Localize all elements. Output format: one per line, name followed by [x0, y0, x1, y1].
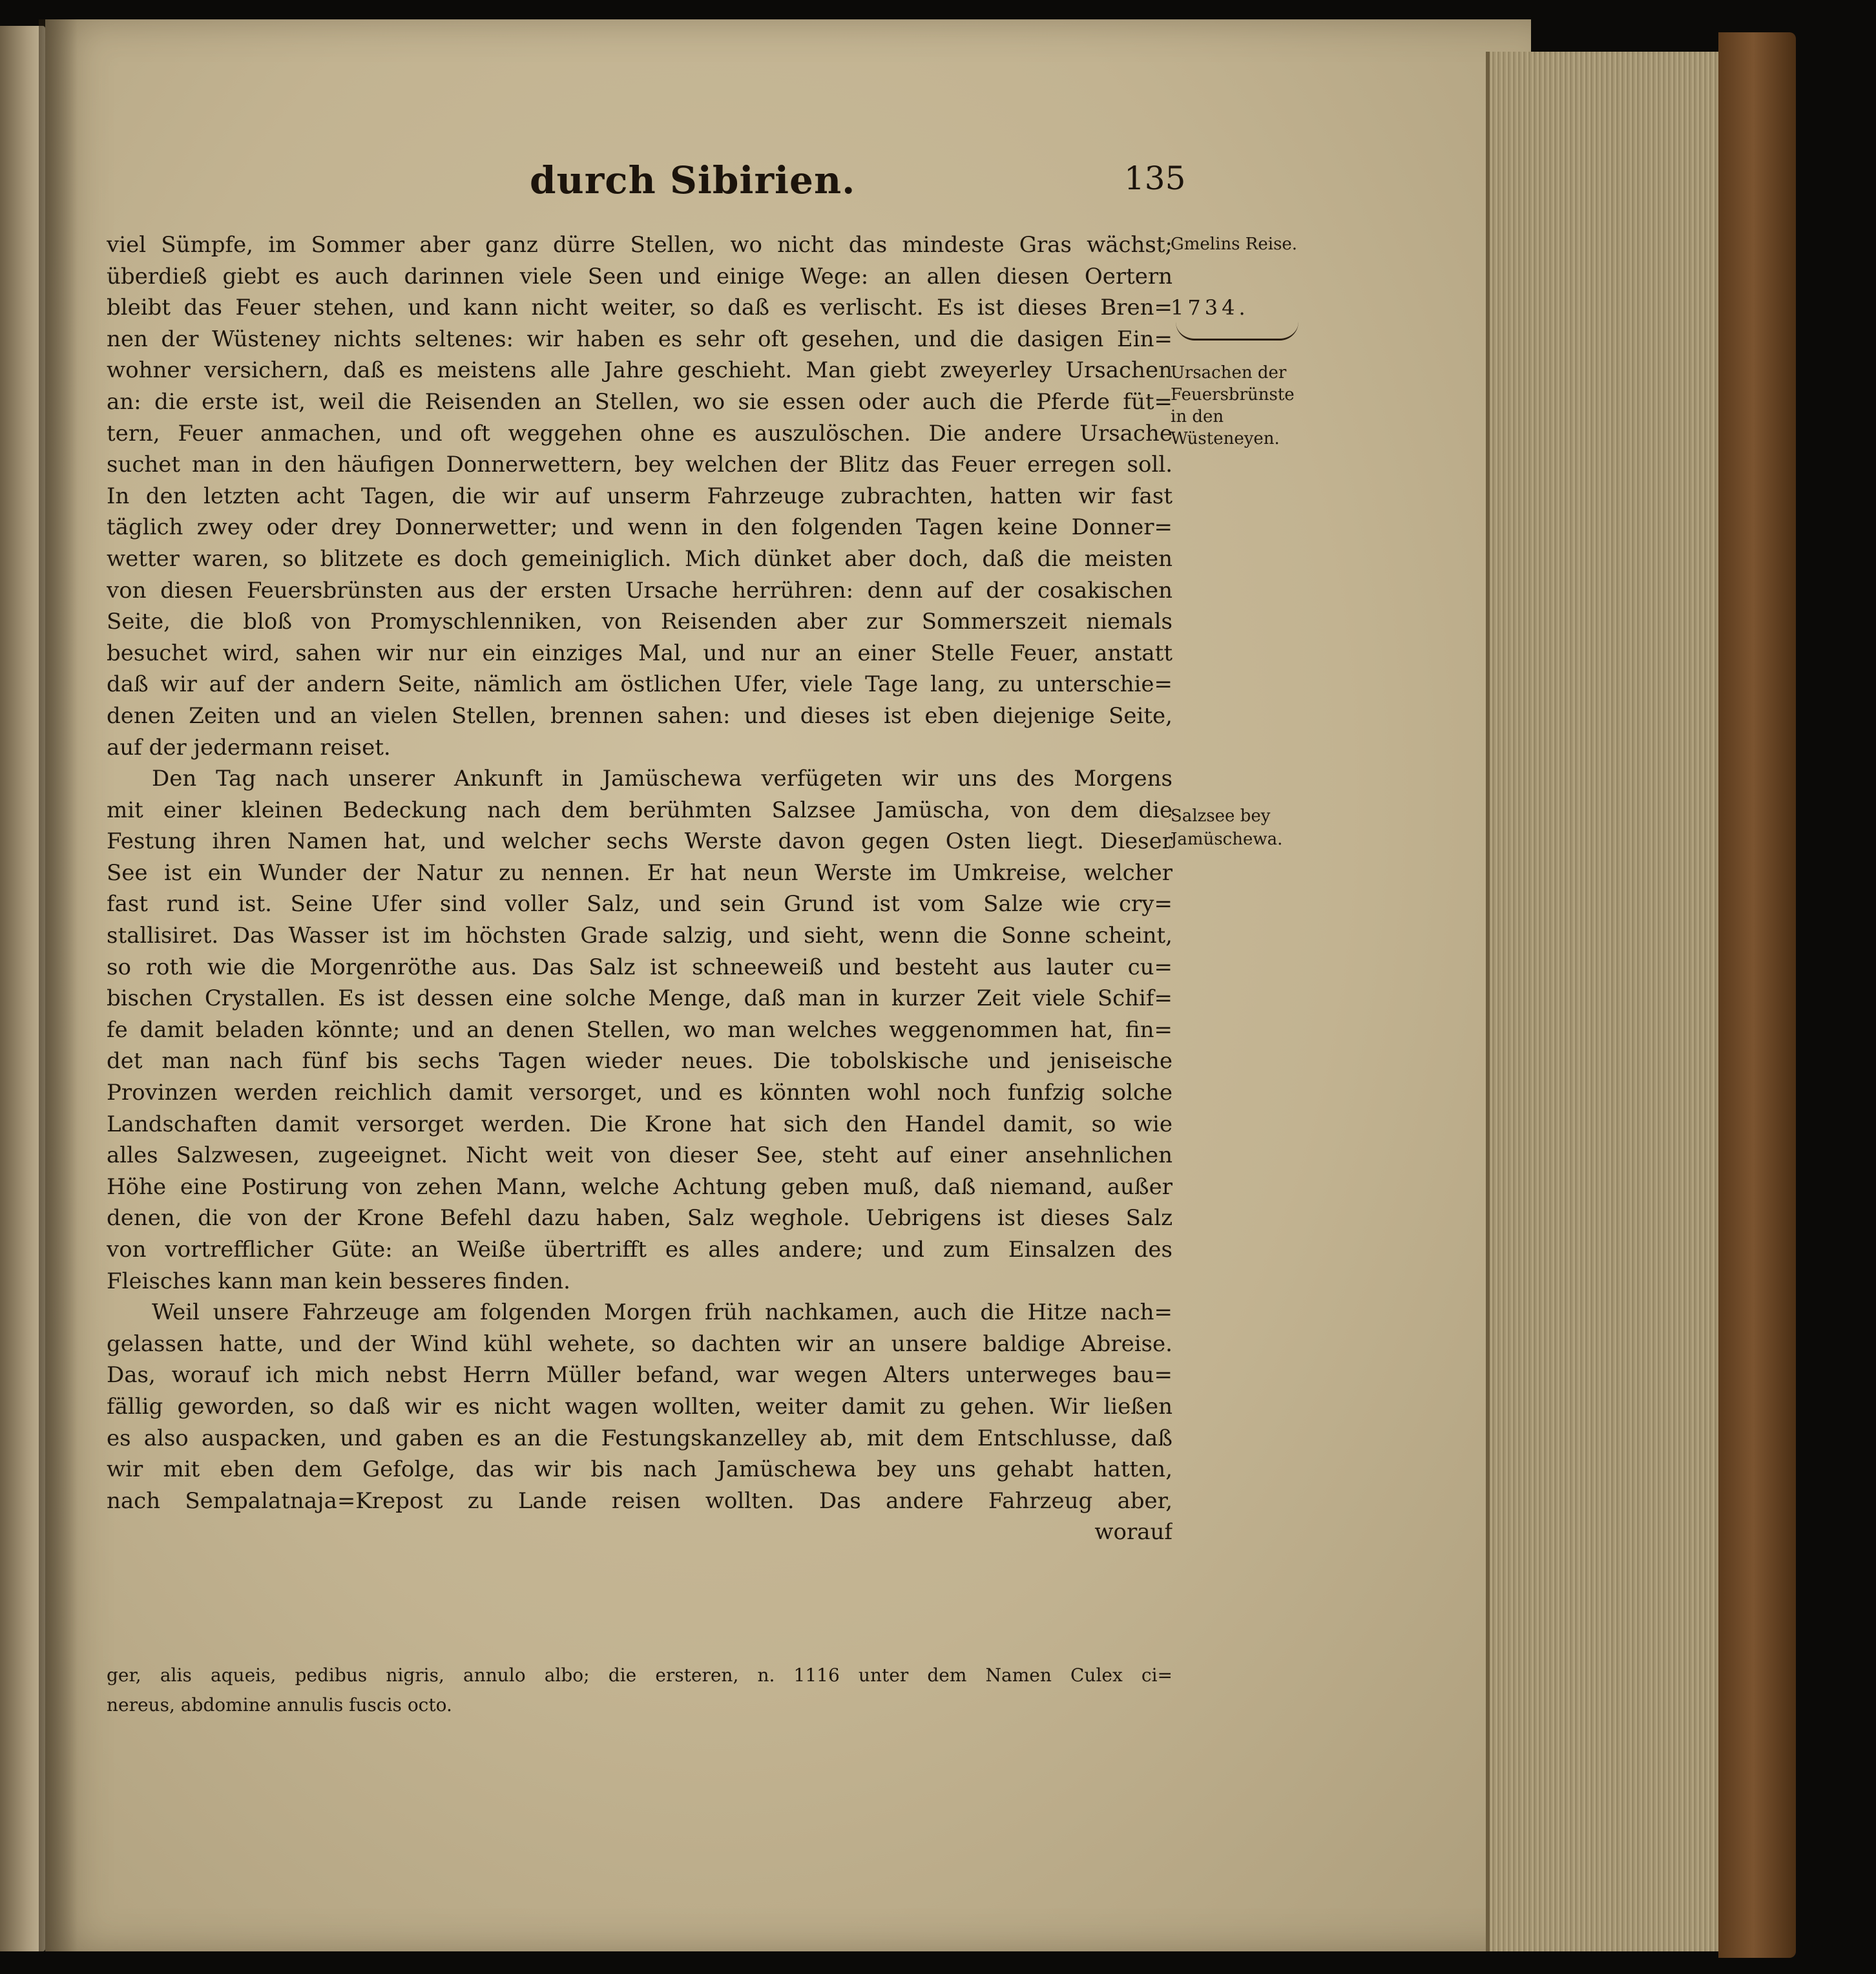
text-line: es also auspacken, und gaben es an die Festungskanzelley ab, mit dem Entschlusse, daß: [107, 1425, 1172, 1451]
text-line: viel Sümpfe, im Sommer aber ganz dürre Stellen, wo nicht das mindeste Gras wächst;: [107, 232, 1172, 258]
text-line: nen der Wüsteney nichts seltenes: wir haben es sehr oft gesehen, und die dasigen Ein=: [107, 326, 1172, 352]
text-line: täglich zwey oder drey Donnerwetter; und wenn in den folgenden Tagen keine Donner=: [107, 514, 1172, 541]
gutter-shadow: [39, 19, 78, 1951]
text-line: fällig geworden, so daß wir es nicht wagen wollten, weiter damit zu gehen. Wir ließen: [107, 1393, 1172, 1420]
catchword: worauf: [1094, 1519, 1172, 1546]
margin-brace: [1176, 322, 1298, 341]
footnote: [107, 1661, 1172, 1720]
book-cover-edge: [1718, 32, 1796, 1958]
text-line: auf der jedermann reiset.: [107, 734, 391, 761]
text-line: denen Zeiten und an vielen Stellen, brennen sahen: und dieses ist eben diejenige Seite,: [107, 702, 1172, 729]
text-line: von diesen Feuersbrünsten aus der ersten Ursache herrühren: denn auf der cosakischen: [107, 577, 1172, 604]
footnote-line: ger, alis aqueis, pedibus nigris, annulo albo; die ersteren, n. 1116 unter dem Namen Culex ci=: [107, 1664, 1172, 1686]
text-line: Fleisches kann man kein besseres finden.: [107, 1268, 570, 1294]
margin-note-salt: Salzsee bey Jamüschewa.: [1171, 806, 1283, 849]
text-line: alles Salzwesen, zugeeignet. Nicht weit von dieser See, steht auf einer ansehnlichen: [107, 1142, 1172, 1169]
text-line: fe damit beladen könnte; und an denen Stellen, wo man welches weggenommen hat, fin=: [107, 1016, 1172, 1043]
body-text: [107, 229, 1172, 1548]
text-line: Seite, die bloß von Promyschlenniken, von Reisenden aber zur Sommerszeit niemals: [107, 609, 1172, 635]
text-line: daß wir auf der andern Seite, nämlich am östlichen Ufer, viele Tage lang, zu unterschie=: [107, 671, 1172, 698]
page-header: [530, 158, 1186, 210]
text-line: an: die erste ist, weil die Reisenden an Stellen, wo sie essen oder auch die Pferde füt=: [107, 388, 1172, 415]
footnote-line: nereus, abdomine annulis fuscis octo.: [107, 1694, 452, 1716]
text-line: bischen Crystallen. Es ist dessen eine solche Menge, daß man in kurzer Zeit viele Schif=: [107, 985, 1172, 1012]
text-line: Den Tag nach unserer Ankunft in Jamüschewa verfügeten wir uns des Morgens: [152, 766, 1172, 792]
text-line: Landschaften damit versorget werden. Die Krone hat sich den Handel damit, so wie: [107, 1111, 1172, 1137]
margin-note-year: 1734.: [1171, 295, 1249, 320]
running-title: durch Sibirien.: [530, 158, 856, 202]
text-line: denen, die von der Krone Befehl dazu haben, Salz weghole. Uebrigens ist dieses Salz: [107, 1205, 1172, 1232]
text-line: Das, worauf ich mich nebst Herrn Müller befand, war wegen Alters unterweges bau=: [107, 1362, 1172, 1389]
page-number: 135: [1124, 160, 1186, 197]
text-line: besuchet wird, sahen wir nur ein einziges Mal, und nur an einer Stelle Feuer, anstatt: [107, 640, 1172, 666]
text-line: suchet man in den häufigen Donnerwettern, bey welchen der Blitz das Feuer erregen soll.: [107, 452, 1172, 478]
text-line: wir mit eben dem Gefolge, das wir bis nach Jamüschewa bey uns gehabt hatten,: [107, 1456, 1172, 1483]
text-line: In den letzten acht Tagen, die wir auf unserm Fahrzeuge zubrachten, hatten wir fast: [107, 483, 1172, 509]
page-stack: [1486, 52, 1722, 1951]
text-line: von vortrefflicher Güte: an Weiße übertrifft es alles andere; und zum Einsalzen des: [107, 1237, 1172, 1263]
text-line: tern, Feuer anmachen, und oft weggehen ohne es auszulöschen. Die andere Ursache: [107, 420, 1172, 446]
text-line: mit einer kleinen Bedeckung nach dem berühmten Salzsee Jamüscha, von dem die: [107, 797, 1172, 823]
text-line: fast rund ist. Seine Ufer sind voller Salz, und sein Grund ist vom Salze wie cry=: [107, 891, 1172, 918]
text-line: so roth wie die Morgenröthe aus. Das Salz ist schneeweiß und besteht aus lauter cu=: [107, 954, 1172, 980]
margin-note-reise: Gmelins Reise.: [1171, 235, 1298, 254]
text-line: stallisiret. Das Wasser ist im höchsten Grade salzig, und sieht, wenn die Sonne scheint,: [107, 923, 1172, 949]
text-line: nach Sempalatnaja=Krepost zu Lande reisen wollten. Das andere Fahrzeug aber,: [107, 1487, 1172, 1514]
text-line: Weil unsere Fahrzeuge am folgenden Morgen früh nachkamen, auch die Hitze nach=: [152, 1299, 1172, 1326]
text-line: Festung ihren Namen hat, und welcher sechs Werste davon gegen Osten liegt. Dieser: [107, 828, 1172, 855]
text-line: Höhe eine Postirung von zehen Mann, welche Achtung geben muß, daß niemand, außer: [107, 1173, 1172, 1200]
text-line: überdieß giebt es auch darinnen viele Seen und einige Wege: an allen diesen Oertern: [107, 263, 1172, 289]
text-line: See ist ein Wunder der Natur zu nennen. Er hat neun Werste im Umkreise, welcher: [107, 859, 1172, 886]
text-line: det man nach fünf bis sechs Tagen wieder neues. Die tobolskische und jeniseische: [107, 1048, 1172, 1075]
text-line: Provinzen werden reichlich damit versorget, und es könnten wohl noch funfzig solche: [107, 1080, 1172, 1106]
text-line: gelassen hatte, und der Wind kühl wehete, so dachten wir an unsere baldige Abreise.: [107, 1330, 1172, 1357]
text-line: bleibt das Feuer stehen, und kann nicht weiter, so daß es verlischt. Es ist dieses Bren=: [107, 295, 1172, 321]
margin-note-fires: Ursachen der Feuersbrünste in den Wüsteneyen.: [1171, 363, 1295, 448]
text-line: wohner versichern, daß es meistens alle Jahre geschieht. Man giebt zweyerley Ursachen: [107, 357, 1172, 384]
text-line: wetter waren, so blitzete es doch gemeiniglich. Mich dünket aber doch, daß die meisten: [107, 545, 1172, 572]
